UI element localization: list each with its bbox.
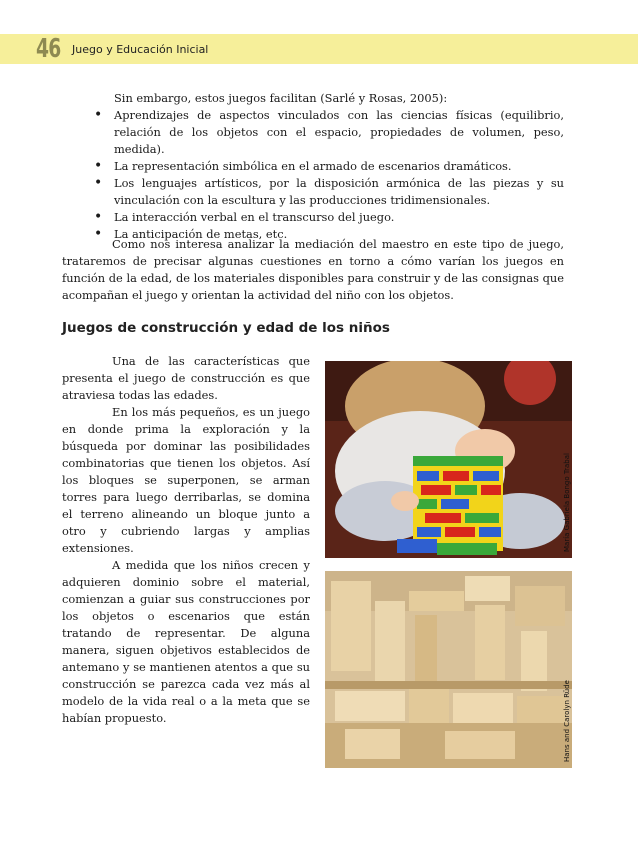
bullet-item: • La interacción verbal en el transcurso del juego. bbox=[94, 209, 564, 226]
bullet-item: • Los lenguajes artísticos, por la disposición armónica de las piezas y su vinculación con la escultura y las producciones tridimensionales. bbox=[94, 175, 564, 209]
column-paragraph: En los más pequeños, es un juego en donde prima la exploración y la búsqueda por dominar las posibilidades combinatorias que tienen los objetos. Así los bloques se superponen, se arman torres para luego derribarlas, se domina el terreno alineando un bloque junto a otro y cubriendo largas y amplias extensiones. bbox=[62, 405, 310, 555]
section-heading: Juegos de construcción y edad de los niños bbox=[62, 320, 390, 336]
page-number: 46 bbox=[36, 34, 61, 64]
running-title: Juego y Educación Inicial bbox=[72, 43, 209, 56]
photo-wooden-blocks-image bbox=[325, 571, 572, 768]
bullet-item: • La representación simbólica en el armado de escenarios dramáticos. bbox=[94, 158, 564, 175]
column-paragraph: Una de las características que presenta el juego de construcción es que atraviesa todas las edades. bbox=[62, 354, 310, 402]
bullet-item: • La anticipación de metas, etc. bbox=[94, 226, 564, 243]
photo-wooden-blocks bbox=[325, 571, 572, 768]
bullet-item: • Aprendizajes de aspectos vinculados con las ciencias físicas (equilibrio, relación de los objetos con el espacio, propiedades de volumen, peso, medida). bbox=[94, 107, 564, 158]
body-paragraph: Como nos interesa analizar la mediación del maestro en este tipo de juego, trataremos de precisar algunas cuestiones en torno a cómo varían los juegos en función de la edad, de los materiales disponibles para construir y de las consignas que acompañan el juego y orientan la actividad del niño con los objetos. bbox=[62, 237, 564, 302]
intro-paragraph: Sin embargo, estos juegos facilitan (Sarlé y Rosas, 2005): bbox=[114, 91, 448, 105]
photo-child-lego bbox=[325, 361, 572, 558]
photo-credit: María Gabriela Bongo Trabal bbox=[563, 453, 571, 552]
bullet-list bbox=[94, 107, 564, 243]
photo-credit: Hans and Carolyn Rüde bbox=[563, 680, 571, 762]
photo-child-lego-image bbox=[325, 361, 572, 558]
column-paragraph: A medida que los niños crecen y adquieren dominio sobre el material, comienzan a guiar sus construcciones por los objetos o escenarios que están tratando de representar. De alguna manera, siguen objetivos establecidos de antemano y se mantienen atentos a que su construcción se parezca cada vez más al modelo de la vida real o a la meta que se habían propuesto. bbox=[62, 558, 310, 725]
column-text bbox=[62, 353, 310, 727]
